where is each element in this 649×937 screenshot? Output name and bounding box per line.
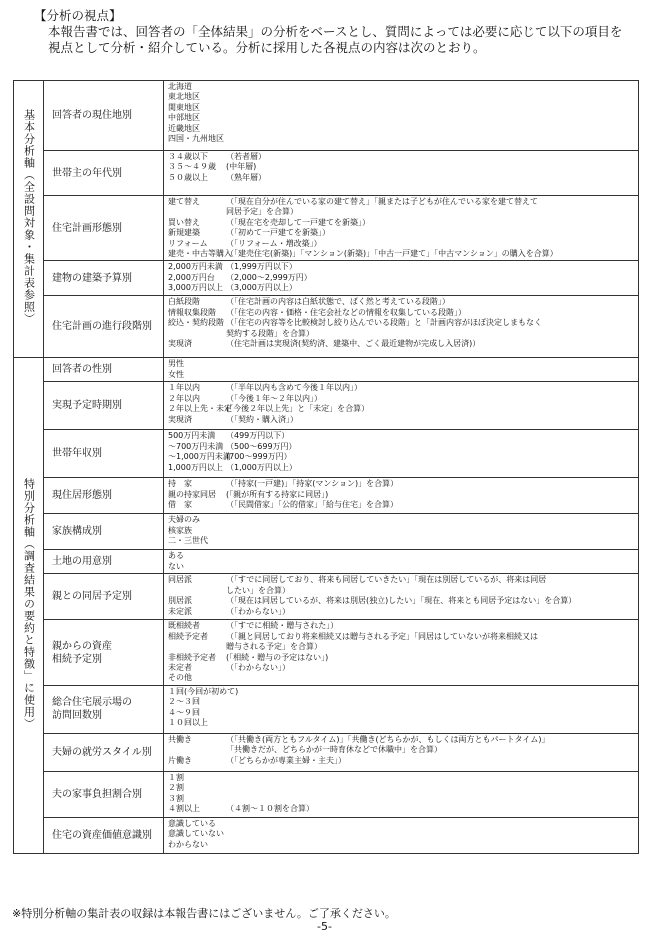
- category-description: (中年層): [226, 162, 257, 172]
- viewpoint-label: [44, 574, 164, 620]
- viewpoint-label-line: 親からの資産: [52, 640, 112, 652]
- viewpoint-label: [44, 620, 164, 685]
- detail-item: [168, 621, 634, 631]
- detail-item: [168, 804, 634, 814]
- detail-item: [168, 262, 634, 272]
- viewpoint-detail: [164, 733, 639, 771]
- category-name: 借 家: [168, 500, 192, 510]
- category-name: １割: [168, 772, 184, 782]
- viewpoint-row: [14, 81, 639, 151]
- intro-heading: 【分析の視点】: [34, 8, 122, 23]
- viewpoint-detail: [164, 771, 639, 817]
- category-description: （「住宅の内容・価格・住宅会社などの情報を収集している段階」）: [226, 307, 466, 317]
- detail-item: [168, 756, 634, 766]
- category-description: （「今後１年～２年以内」）: [226, 393, 322, 403]
- viewpoint-row: [14, 817, 639, 853]
- category-name: ４割以上: [168, 804, 200, 814]
- detail-item: [168, 297, 634, 307]
- viewpoint-row: [14, 196, 639, 261]
- category-name: ３４歳以下: [168, 152, 208, 161]
- viewpoint-label-line: 夫婦の就労スタイル別: [52, 746, 152, 758]
- category-description: （「共働き(両方ともフルタイム)」「共働き(どちらかが、もしくは両方ともパートタイム)」: [226, 734, 550, 744]
- category-name: 建売・中古等購入: [168, 249, 232, 259]
- viewpoint-label: [44, 196, 164, 261]
- category-name: 北海道: [168, 82, 192, 91]
- viewpoint-row: [14, 478, 639, 514]
- detail-item: [168, 697, 634, 707]
- viewpoint-label-line: 土地の用意別: [52, 556, 112, 568]
- detail-item: [168, 708, 634, 718]
- viewpoint-label: [44, 261, 164, 296]
- category-name: ～1,000万円未満: [168, 452, 231, 462]
- category-description: （４割～１０割を合算）: [226, 804, 314, 814]
- category-description: 「共働きだが、どちらかが一時育休などで休職中」を合算）: [226, 745, 442, 755]
- viewpoint-detail: [164, 685, 639, 733]
- viewpoint-row: [14, 358, 639, 382]
- viewpoint-row: [14, 151, 639, 196]
- detail-item: [168, 500, 634, 510]
- detail-item: [168, 536, 634, 546]
- viewpoint-label: [44, 817, 164, 853]
- viewpoint-label: [44, 771, 164, 817]
- category-name: ３割: [168, 793, 184, 803]
- viewpoint-label-line: 世帯年収別: [52, 448, 102, 460]
- detail-item: [168, 239, 634, 249]
- category-description: （2,000～2,999万円）: [226, 272, 312, 282]
- category-description: （1,999万円以下）: [226, 262, 297, 272]
- category-description: （「契約・購入済」）: [226, 414, 298, 424]
- category-name: 近畿地区: [168, 123, 200, 133]
- detail-item: [168, 745, 634, 755]
- detail-item: [168, 415, 634, 425]
- category-name: ある: [168, 551, 184, 561]
- detail-item: [168, 452, 634, 462]
- detail-item: [168, 829, 634, 839]
- viewpoint-detail: [164, 358, 639, 382]
- detail-item: [168, 663, 634, 673]
- category-description: （若者層）: [226, 152, 266, 161]
- category-description: （「現在は同居しているが、将来は別居(独立)したい」「現在、将来とも同居予定はない」を合算）: [226, 596, 577, 606]
- category-description: （「半年以内も含めて今後１年以内」）: [226, 383, 362, 393]
- category-name: 情報収集段階: [168, 307, 216, 317]
- category-name: 男性: [168, 359, 184, 369]
- viewpoint-row: [14, 550, 639, 574]
- detail-item: [168, 103, 634, 113]
- detail-item: [168, 575, 634, 585]
- category-description: （「リフォーム・増改築」）: [226, 238, 322, 248]
- category-name: １０回以上: [168, 718, 208, 728]
- detail-item: [168, 92, 634, 102]
- detail-item: [168, 783, 634, 793]
- intro-line: 本報告書では、回答者の「全体結果」の分析をベースとし、質問によっては必要に応じて以下の項目を: [48, 24, 623, 39]
- category-description: したい」を合算）: [226, 585, 290, 595]
- category-name: ４～９回: [168, 707, 200, 717]
- viewpoint-row: [14, 771, 639, 817]
- viewpoint-row: [14, 382, 639, 430]
- detail-item: [168, 308, 634, 318]
- category-description: （「わからない」）: [226, 606, 290, 616]
- detail-item: [168, 515, 634, 525]
- category-name: ３５～４９歳: [168, 162, 216, 172]
- viewpoint-detail: [164, 550, 639, 574]
- category-description: （「現在宅を売却して一戸建てを新築」）: [226, 217, 370, 227]
- detail-item: [168, 642, 634, 652]
- category-name: 白紙段階: [168, 297, 200, 307]
- category-name: 片働き: [168, 755, 192, 765]
- category-name: 建て替え: [168, 197, 200, 206]
- viewpoint-detail: [164, 196, 639, 261]
- detail-item: [168, 735, 634, 745]
- category-name: 核家族: [168, 525, 192, 535]
- category-description: （「住宅の内容等を比較検討し絞り込んでいる段階」と「計画内容がほぼ決定しまもなく: [226, 318, 542, 328]
- viewpoint-detail: [164, 620, 639, 685]
- category-name: 実現済: [168, 339, 192, 349]
- category-name: ２～３回: [168, 697, 200, 707]
- category-description: （「親と同居しており将来相続又は贈与される予定」「同居はしていないが将来相続又は: [226, 631, 538, 641]
- detail-item: [168, 673, 634, 683]
- category-name: その他: [168, 673, 192, 683]
- detail-item: [168, 318, 634, 328]
- viewpoint-label-line: 住宅の資産価値意識別: [52, 829, 152, 841]
- detail-item: [168, 442, 634, 452]
- category-description: （3,000万円以上）: [226, 283, 297, 293]
- viewpoint-label-line: 実現予定時期別: [52, 400, 122, 412]
- category-description: （1,000万円以上）: [226, 462, 297, 472]
- category-name: 相続予定者: [168, 631, 208, 641]
- category-description: （「建売住宅(新築)」「マンション(新築)」「中古一戸建て」「中古マンション」の購入を合算）: [226, 249, 558, 259]
- viewpoint-label: [44, 382, 164, 430]
- category-name: 四国・九州地区: [168, 134, 224, 144]
- category-description: （「住宅計画の内容は白紙状態で、ばく然と考えている段階」）: [226, 297, 450, 307]
- category-name: 未定派: [168, 606, 192, 616]
- detail-item: [168, 551, 634, 561]
- viewpoint-detail: [164, 382, 639, 430]
- viewpoint-detail: [164, 430, 639, 478]
- category-name: 買い替え: [168, 217, 200, 227]
- detail-item: [168, 718, 634, 728]
- viewpoint-detail: [164, 514, 639, 550]
- viewpoint-label: [44, 151, 164, 196]
- detail-item: [168, 207, 634, 217]
- page-number: -5-: [317, 920, 332, 933]
- category-name: 3,000万円以上: [168, 283, 223, 293]
- detail-item: [168, 218, 634, 228]
- category-name: 未定者: [168, 663, 192, 673]
- viewpoint-label-line: 建物の建築予算別: [52, 272, 132, 284]
- category-description: （「民間借家」「公的借家」「給与住宅」を合算）: [226, 500, 398, 510]
- viewpoint-label-line: 訪問回数別: [52, 710, 102, 722]
- category-description: （「すでに相続・贈与された」）: [226, 621, 339, 631]
- category-name: 親の持家同居: [168, 489, 216, 499]
- category-description: 同居予定」を合算）: [226, 207, 298, 217]
- viewpoint-row: [14, 620, 639, 685]
- detail-item: [168, 596, 634, 606]
- footnote: ※特別分析軸の集計表の収録は本報告書にはございません。ご了承ください。: [12, 907, 396, 920]
- detail-item: [168, 404, 634, 414]
- category-name: ５０歳以上: [168, 172, 208, 182]
- intro: [28, 8, 628, 56]
- category-name: 東北地区: [168, 92, 200, 102]
- category-name: 意識していない: [168, 829, 224, 839]
- category-name: 関東地区: [168, 102, 200, 112]
- viewpoint-label-line: 親との同居予定別: [52, 591, 132, 603]
- category-name: 同居派: [168, 575, 192, 585]
- viewpoint-label-line: 住宅計画形態別: [52, 222, 122, 234]
- basic-axis-group: [14, 81, 44, 358]
- category-name: 2,000万円台: [168, 272, 215, 282]
- category-name: 中部地区: [168, 113, 200, 123]
- detail-item: [168, 632, 634, 642]
- category-name: 共働き: [168, 734, 192, 744]
- category-description: (「今後２年以上先」と「未定」を合算）: [226, 404, 370, 414]
- viewpoint-label: [44, 550, 164, 574]
- category-name: リフォーム: [168, 238, 208, 248]
- category-description: 贈与される予定」を合算）: [226, 642, 322, 652]
- category-description: (「親が所有する持家に同居」): [226, 489, 329, 499]
- category-description: （「持家(一戸建)」「持家(マンション)」を合算）: [226, 479, 399, 489]
- category-description: （「初めて一戸建てを新築」）: [226, 228, 330, 238]
- category-name: 別居派: [168, 596, 192, 606]
- viewpoint-row: [14, 296, 639, 358]
- category-description: （「すでに同居しており、将来も同居していきたい」「現在は別居しているが、将来は同居: [226, 575, 547, 585]
- category-name: 非相続予定者: [168, 652, 216, 662]
- viewpoint-label-line: 回答者の現住地別: [52, 110, 132, 121]
- category-name: ない: [168, 561, 184, 571]
- category-name: 夫婦のみ: [168, 515, 200, 525]
- viewpoint-row: [14, 685, 639, 733]
- viewpoint-label: [44, 81, 164, 151]
- detail-item: [168, 526, 634, 536]
- detail-item: [168, 394, 634, 404]
- viewpoint-label: [44, 733, 164, 771]
- detail-item: [168, 82, 634, 92]
- viewpoint-detail: [164, 151, 639, 196]
- category-description: （「どちらかが専業主婦・主夫」）: [226, 755, 346, 765]
- detail-item: [168, 124, 634, 134]
- category-description: 契約する段階」を合算）: [226, 328, 314, 338]
- intro-line: 視点として分析・紹介している。分析に採用した各視点の内容は次のとおり。: [48, 40, 486, 55]
- category-name: 1,000万円以上: [168, 462, 223, 472]
- detail-item: [168, 162, 634, 172]
- category-name: 女性: [168, 369, 184, 379]
- category-name: 持 家: [168, 479, 192, 489]
- detail-item: [168, 794, 634, 804]
- viewpoint-row: [14, 574, 639, 620]
- viewpoint-label: [44, 430, 164, 478]
- viewpoint-label: [44, 685, 164, 733]
- detail-item: [168, 134, 634, 144]
- category-name: 実現済: [168, 414, 192, 424]
- category-name: 既相続者: [168, 621, 200, 631]
- detail-item: [168, 773, 634, 783]
- category-description: (「相続・贈与の予定はない」): [226, 652, 329, 662]
- detail-item: [168, 370, 634, 380]
- detail-item: [168, 383, 634, 393]
- detail-item: [168, 479, 634, 489]
- detail-item: [168, 152, 634, 162]
- category-name: ２年以上先・未定: [168, 404, 232, 414]
- group-label: 特別分析軸（調査結果の要約と特徴」に使用）: [22, 477, 36, 730]
- viewpoint-row: [14, 514, 639, 550]
- detail-item: [168, 840, 634, 850]
- viewpoint-label-line: 家族構成別: [52, 526, 102, 538]
- category-description: （「わからない」）: [226, 663, 290, 673]
- detail-item: [168, 283, 634, 293]
- category-description: （「現在自分が住んでいる家の建て替え」「親または子どもが住んでいる家を建て替えて: [226, 197, 538, 206]
- detail-item: [168, 197, 634, 207]
- detail-item: [168, 273, 634, 283]
- category-name: 意識している: [168, 818, 216, 828]
- viewpoint-label-line: 相続予定別: [52, 653, 102, 665]
- viewpoint-label-line: 総合住宅展示場の: [52, 697, 132, 709]
- viewpoint-label-line: 夫の家事負担割合別: [52, 788, 142, 800]
- detail-item: [168, 607, 634, 617]
- detail-item: [168, 249, 634, 259]
- detail-item: [168, 329, 634, 339]
- detail-item: [168, 113, 634, 123]
- detail-item: [168, 490, 634, 500]
- viewpoint-label-line: 住宅計画の進行段階別: [52, 321, 152, 333]
- detail-item: [168, 359, 634, 369]
- viewpoint-detail: [164, 296, 639, 358]
- viewpoint-label: [44, 514, 164, 550]
- category-description: （住宅計画は実現済(契約済、建築中、ごく最近建物が完成し入居済)）: [226, 339, 481, 349]
- viewpoint-detail: [164, 817, 639, 853]
- detail-item: [168, 228, 634, 238]
- viewpoint-detail: [164, 261, 639, 296]
- detail-item: [168, 339, 634, 349]
- category-name: 絞込・契約段階: [168, 318, 224, 328]
- viewpoint-label-line: 回答者の性別: [52, 364, 112, 376]
- category-name: ～700万円未満: [168, 441, 224, 451]
- category-name: ２年以内: [168, 393, 200, 403]
- viewpoint-detail: [164, 574, 639, 620]
- detail-item: [168, 653, 634, 663]
- viewpoint-label-line: 世帯主の年代別: [52, 167, 122, 179]
- detail-item: [168, 562, 634, 572]
- detail-item: [168, 819, 634, 829]
- category-name: 500万円未満: [168, 431, 216, 441]
- category-name: わからない: [168, 839, 208, 849]
- viewpoint-label: [44, 358, 164, 382]
- category-description: (700～999万円）: [226, 452, 292, 462]
- category-description: （500～699万円）: [226, 441, 297, 451]
- category-name: 新規建築: [168, 228, 200, 238]
- viewpoint-detail: [164, 81, 639, 151]
- detail-item: [168, 173, 634, 183]
- viewpoint-label-line: 現住居形態別: [52, 490, 112, 502]
- special-axis-group: [14, 358, 44, 853]
- category-name: １年以内: [168, 383, 200, 393]
- viewpoint-row: [14, 430, 639, 478]
- category-name: 2,000万円未満: [168, 262, 223, 272]
- viewpoint-label: [44, 478, 164, 514]
- viewpoint-label: [44, 296, 164, 358]
- category-description: （熟年層）: [226, 172, 266, 182]
- group-label: 基本分析軸（全設問対象・集計表参照）: [22, 109, 36, 326]
- category-name: ２割: [168, 783, 184, 793]
- category-name: １回(今回が初めて): [168, 686, 239, 696]
- detail-item: [168, 431, 634, 441]
- detail-item: [168, 463, 634, 473]
- detail-item: [168, 687, 634, 697]
- viewpoint-row: [14, 261, 639, 296]
- detail-item: [168, 586, 634, 596]
- viewpoint-row: [14, 733, 639, 771]
- category-name: 二・三世代: [168, 536, 208, 546]
- category-description: （499万円以下）: [226, 431, 290, 441]
- analysis-viewpoints-table: [13, 80, 639, 854]
- viewpoint-detail: [164, 478, 639, 514]
